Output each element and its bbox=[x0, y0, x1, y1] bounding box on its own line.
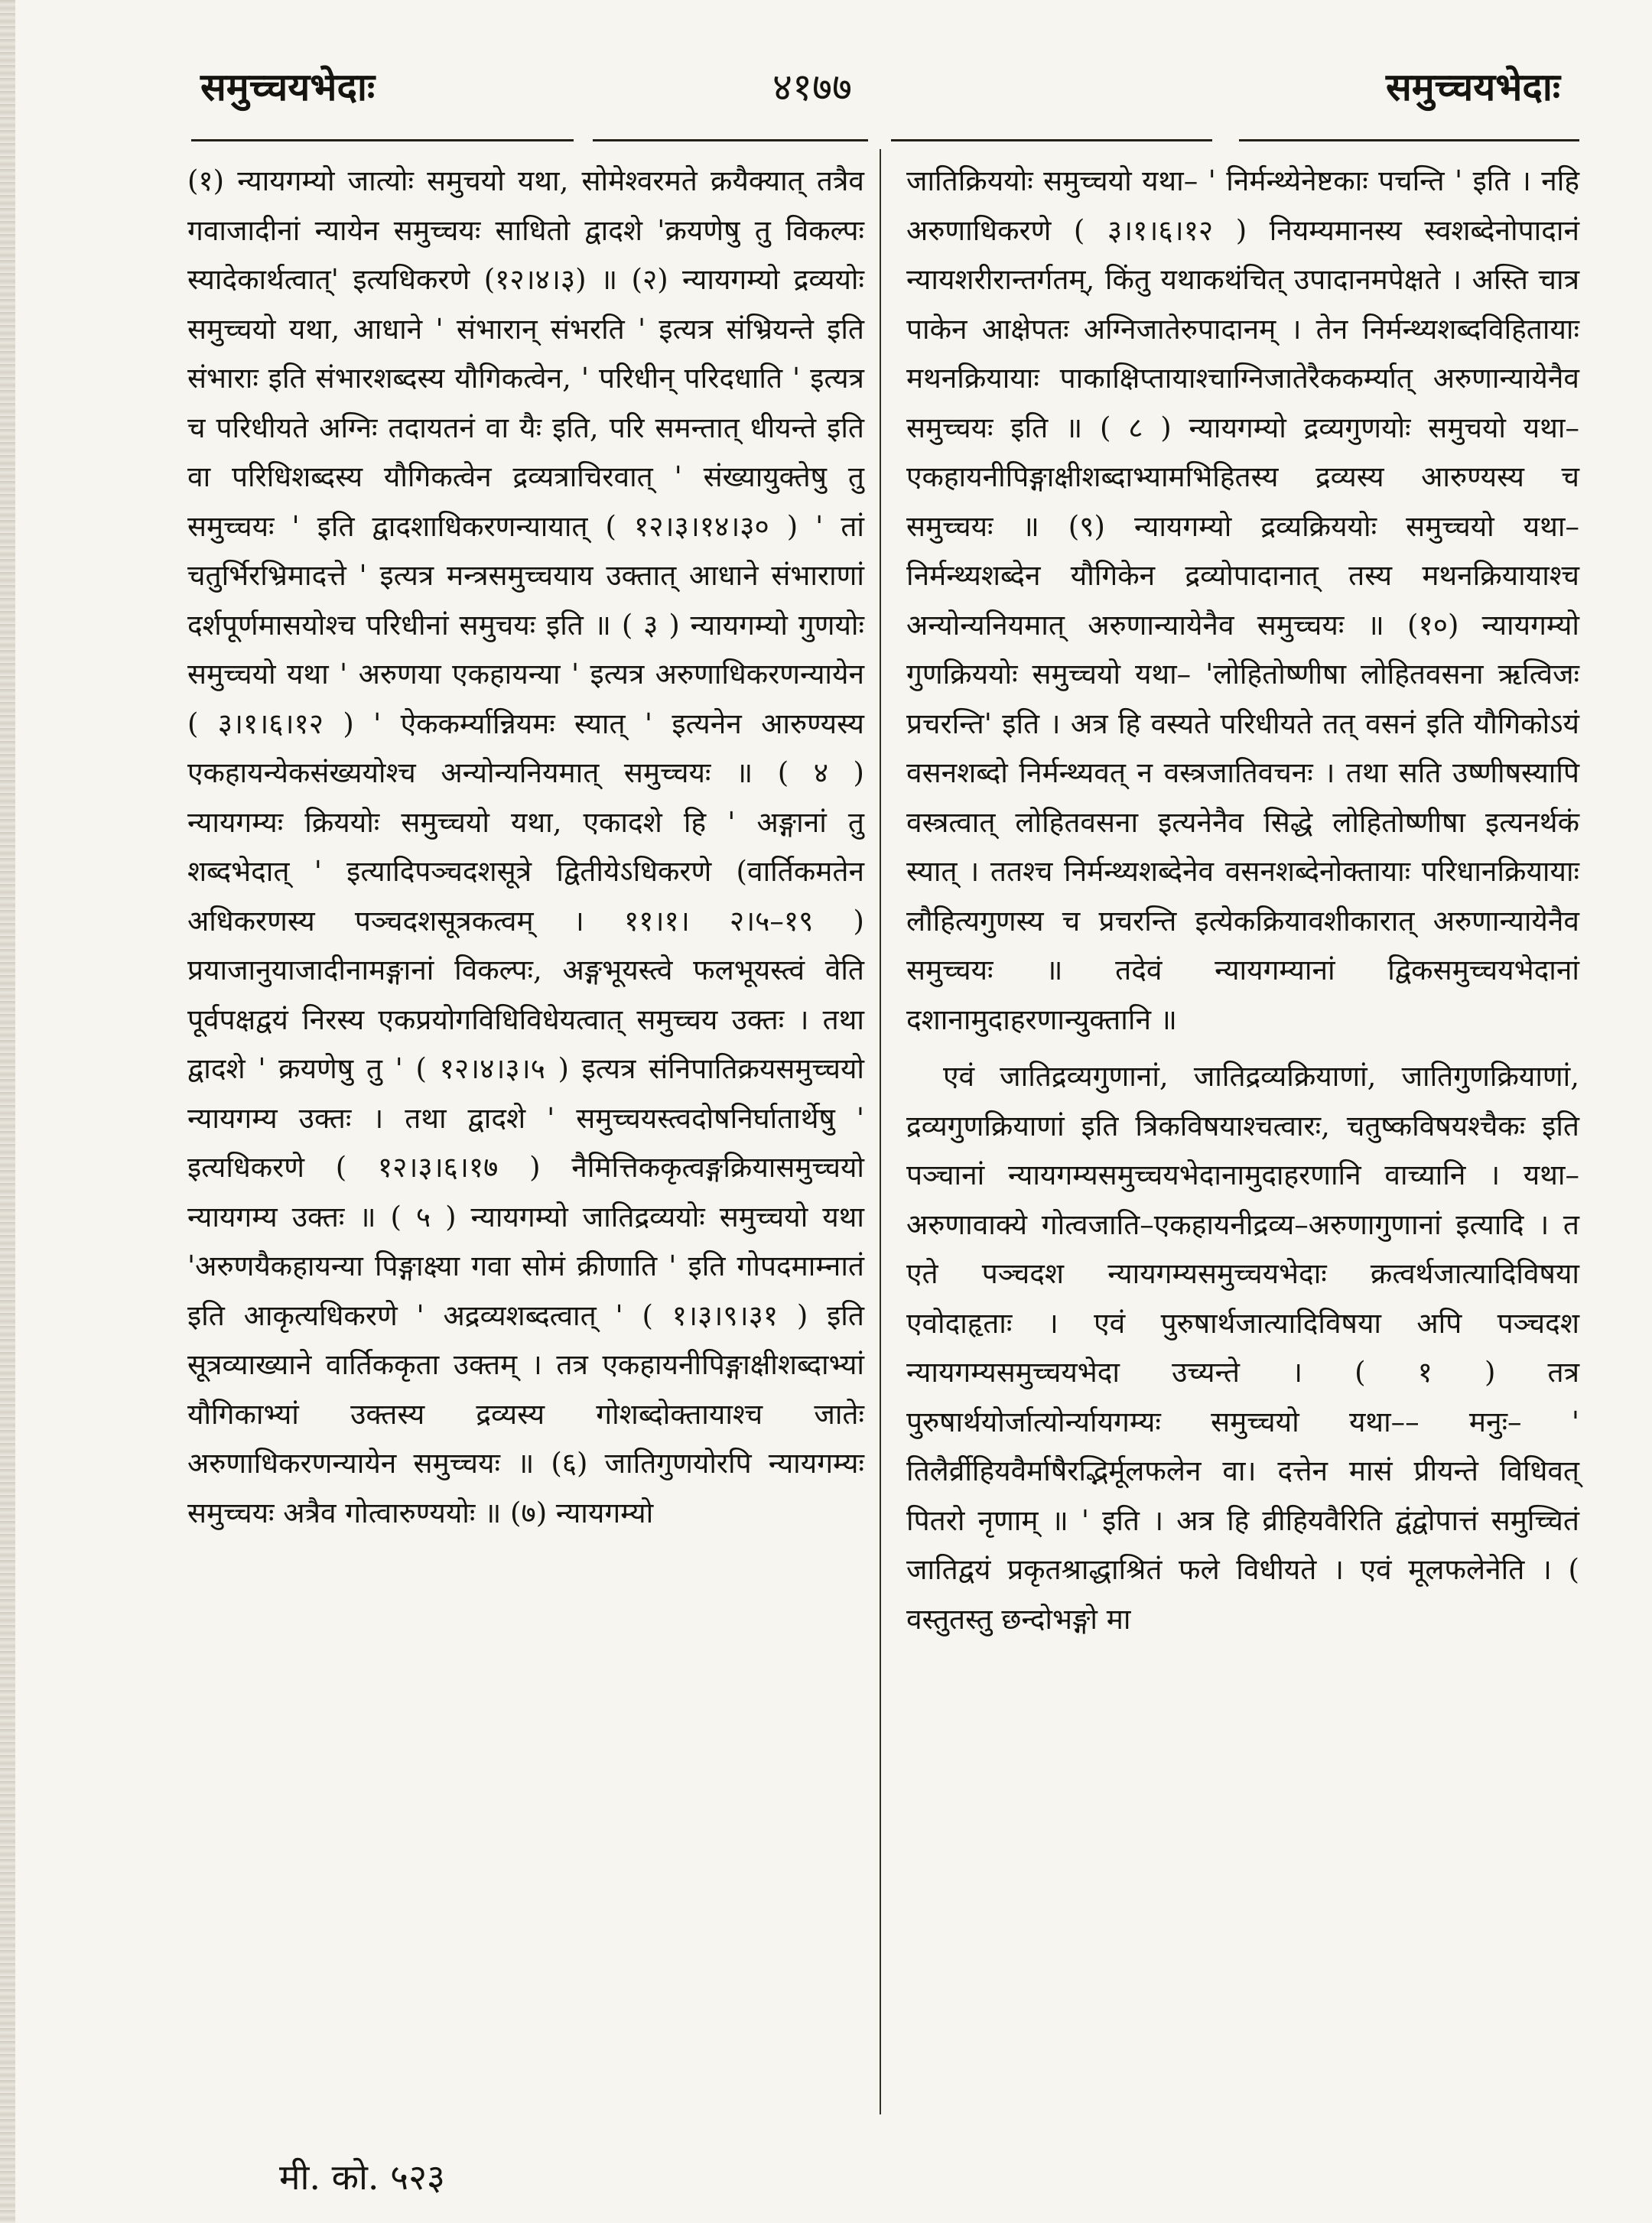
page-number: ४१७७ bbox=[772, 65, 852, 109]
header-rule-center-right bbox=[891, 139, 1212, 141]
header-rule-left bbox=[191, 139, 574, 141]
left-column bbox=[187, 157, 864, 1538]
header-rule-center-left bbox=[593, 139, 868, 141]
column-divider bbox=[880, 149, 881, 2114]
right-column-paragraph-2: एवं जातिद्रव्यगुणानां, जातिद्रव्यक्रियाणां, जातिगुणक्रियाणां, द्रव्यगुणक्रियाणां इति त्रिकविषयाश्चत्वारः, चतुष्कविषयश्चैकः इति पञ्चानां न्यायगम्यसमुच्चयभेदानामुदाहरणानि वाच्यानि । यथा– अरुणावाक्ये गोत्वजाति–एकहायनीद्रव्य–अरुणागुणानां इत्यादि । त एते पञ्चदश न्यायगम्यसमुच्चयभेदाः क्रत्वर्थजात्यादिविषया एवोदाहृताः । एवं पुरुषार्थजात्यादिविषया अपि पञ्चदश न्यायगम्यसमुच्चयभेदा उच्यन्ते । ( १ ) तत्र पुरुषार्थयोर्जात्योर्न्यायगम्यः समुच्चयो यथा–– मनुः– ' तिलैर्व्रीहियवैर्माषैरद्भिर्मूलफलेन वा। दत्तेन मासं प्रीयन्ते विधिवत् पितरो नृणाम् ॥ ' इति । अत्र हि व्रीहियवैरिति द्वंद्वोपात्तं समुच्चितं जातिद्वयं प्रकृतश्राद्धाश्रितं फले विधीयते । एवं मूलफलेनेति । ( वस्तुतस्तु छन्दोभङ्गो मा bbox=[906, 1060, 1579, 1636]
left-column-paragraph: (१) न्यायगम्यो जात्योः समुचयो यथा, सोमेश्वरमते क्रयैक्यात् तत्रैव गवाजादीनां न्यायेन समुच्चयः साधितो द्वादशे 'क्रयणेषु तु विकल्पः स्यादेकार्थत्वात्' इत्यधिकरणे (१२।४।३) ॥ (२) न्यायगम्यो द्रव्ययोः समुच्चयो यथा, आधाने ' संभारान् संभरति ' इत्यत्र संभ्रियन्ते इति संभाराः इति संभारशब्दस्य यौगिकत्वेन, ' परिधीन् परिदधाति ' इत्यत्र च परिधीयते अग्निः तदायतनं वा यैः इति, परि समन्तात् धीयन्ते इति वा परिधिशब्दस्य यौगिकत्वेन द्रव्यत्राचिरवात् ' संख्यायुक्तेषु तु समुच्चयः ' इति द्वादशाधिकरणन्यायात् ( १२।३।१४।३० ) ' तां चतुर्भिरभ्रिमादत्ते ' इत्यत्र मन्त्रसमुच्चयाय उक्तात् आधाने संभाराणां दर्शपूर्णमासयोश्च परिधीनां समुचयः इति ॥ ( ३ ) न्यायगम्यो गुणयोः समुच्चयो यथा ' अरुणया एकहायन्या ' इत्यत्र अरुणाधिकरणन्यायेन ( ३।१।६।१२ ) ' ऐककर्म्यान्नियमः स्यात् ' इत्यनेन आरुण्यस्य एकहायन्येकसंख्ययोश्च अन्योन्यनियमात् समुच्चयः ॥ ( ४ ) न्यायगम्यः क्रिययोः समुच्चयो यथा, एकादशे हि ' अङ्गानां तु शब्दभेदात् ' इत्यादिपञ्चदशसूत्रे द्वितीयेऽधिकरणे (वार्तिकमतेन अधिकरणस्य पञ्चदशसूत्रकत्वम् । ११।१। २।५–१९ ) प्रयाजानुयाजादीनामङ्गानां विकल्पः, अङ्गभूयस्त्वे फलभूयस्त्वं वेति पूर्वपक्षद्वयं निरस्य एकप्रयोगविधिविधेयत्वात् समुच्चय उक्तः । तथा द्वादशे ' क्रयणेषु तु ' ( १२।४।३।५ ) इत्यत्र संनिपातिक्रयसमुच्चयो न्यायगम्य उक्तः । तथा द्वादशे ' समुच्चयस्त्वदोषनिर्घातार्थेषु ' इत्यधिकरणे ( १२।३।६।१७ ) नैमित्तिककृत्वङ्गक्रियासमुच्चयो न्यायगम्य उक्तः ॥ ( ५ ) न्यायगम्यो जातिद्रव्ययोः समुच्चयो यथा 'अरुणयैकहायन्या पिङ्गाक्ष्या गवा सोमं क्रीणाति ' इति गोपदमाम्नातं इति आकृत्यधिकरणे ' अद्रव्यशब्दत्वात् ' ( १।३।९।३१ ) इति सूत्रव्याख्याने वार्तिककृता उक्तम् । तत्र एकहायनीपिङ्गाक्षीशब्दाभ्यां यौगिकाभ्यां उक्तस्य द्रव्यस्य गोशब्दोक्तायाश्च जातेः अरुणाधिकरणन्यायेन समुच्चयः ॥ (६) जातिगुणयोरपि न्यायगम्यः समुच्चयः अत्रैव गोत्वारुण्ययोः ॥ (७) न्यायगम्यो bbox=[187, 164, 864, 1529]
footer-signature-mark: मी. को. ५२३ bbox=[279, 2156, 445, 2198]
header-left-title: समुच्चयभेदाः bbox=[200, 64, 376, 109]
binding-edge bbox=[0, 0, 15, 2223]
header-right-title: समुच्चयभेदाः bbox=[1385, 64, 1560, 109]
right-column-paragraph-1: जातिक्रिययोः समुच्चयो यथा– ' निर्मन्थ्येनेष्टकाः पचन्ति ' इति । नहि अरुणाधिकरणे ( ३।१।६।१२ ) नियम्यमानस्य स्वशब्देनोपादानं न्यायशरीरान्तर्गतम्, किंतु यथाकथंचित् उपादानमपेक्षते । अस्ति चात्र पाकेन आक्षेपतः अग्निजातेरुपादानम् । तेन निर्मन्थ्यशब्दविहितायाः मथनक्रियायाः पाकाक्षिप्तायाश्चाग्निजातेरैककर्म्यात् अरुणान्यायेनैव समुच्चयः इति ॥ ( ८ ) न्यायगम्यो द्रव्यगुणयोः समुचयो यथा– एकहायनीपिङ्गाक्षीशब्दाभ्यामभिहितस्य द्रव्यस्य आरुण्यस्य च समुच्चयः ॥ (९) न्यायगम्यो द्रव्यक्रिययोः समुच्चयो यथा– निर्मन्थ्यशब्देन यौगिकेन द्रव्योपादानात् तस्य मथनक्रियायाश्च अन्योन्यनियमात् अरुणान्यायेनैव समुच्चयः ॥ (१०) न्यायगम्यो गुणक्रिययोः समुच्चयो यथा– 'लोहितोष्णीषा लोहितवसना ऋत्विजः प्रचरन्ति' इति । अत्र हि वस्यते परिधीयते तत् वसनं इति यौगिकोऽयं वसनशब्दो निर्मन्थ्यवत् न वस्त्रजातिवचनः । तथा सति उष्णीषस्यापि वस्त्रत्वात् लोहितवसना इत्यनेनैव सिद्धे लोहितोष्णीषा इत्यनर्थकं स्यात् । ततश्च निर्मन्थ्यशब्देनेव वसनशब्देनोक्तायाः परिधानक्रियायाः लौहित्यगुणस्य च प्रचरन्ति इत्येकक्रियावशीकारात् अरुणान्यायेनैव समुच्चयः ॥ तदेवं न्यायगम्यानां द्विकसमुच्चयभेदानां दशानामुदाहरणान्युक्तानि ॥ bbox=[906, 164, 1579, 1036]
header-rule-right bbox=[1239, 139, 1579, 141]
right-column bbox=[906, 157, 1579, 1644]
